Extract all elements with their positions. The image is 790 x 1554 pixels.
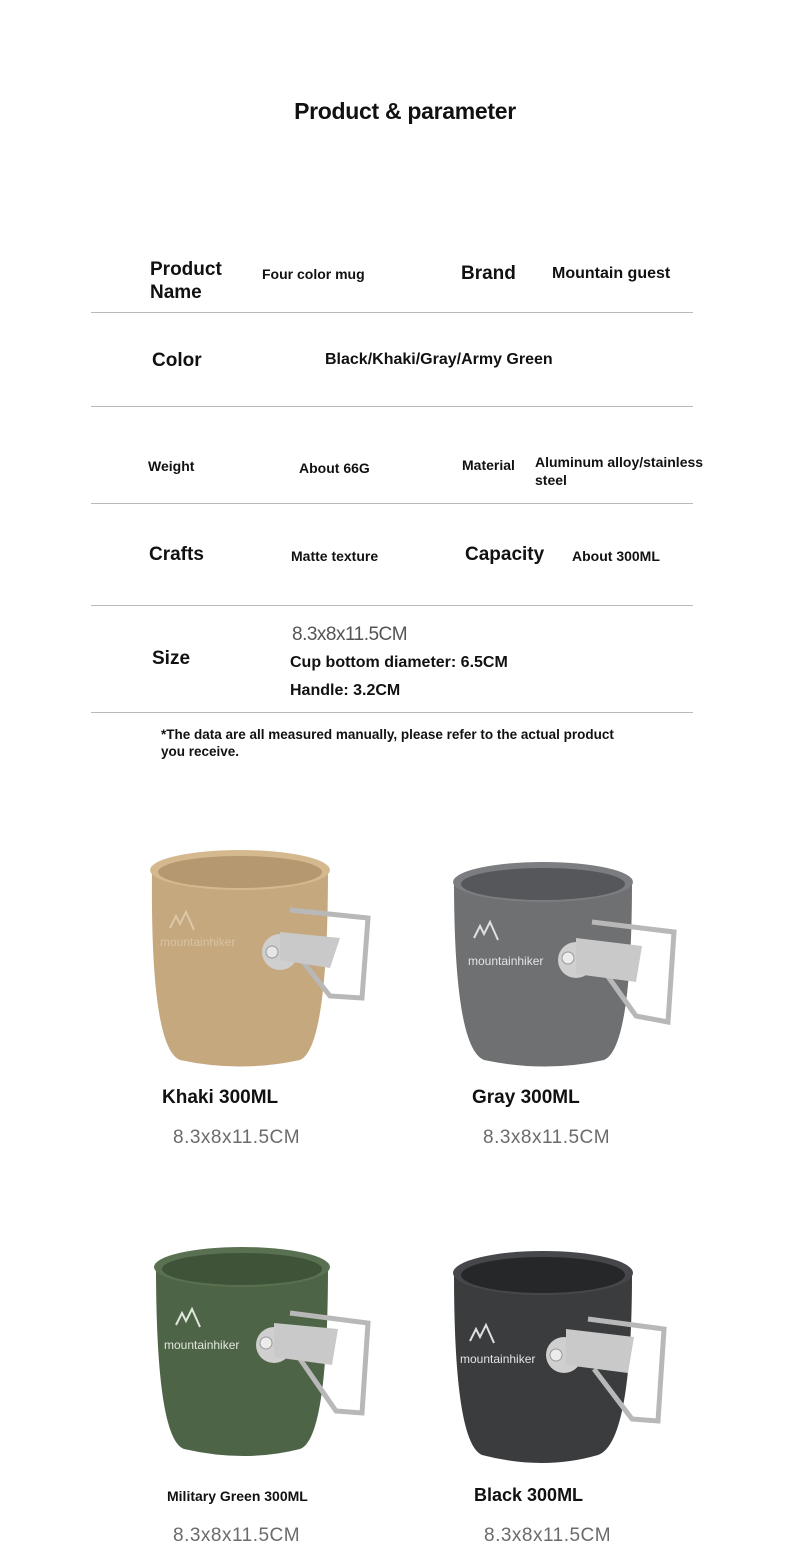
- size-handle: Handle: 3.2CM: [290, 682, 401, 699]
- product-caption-khaki: Khaki 300ML: [162, 1087, 279, 1108]
- product-name-label-line1: Product: [150, 259, 222, 280]
- measurement-note: [161, 726, 681, 760]
- divider: [91, 605, 693, 606]
- svg-text:mountainhiker: mountainhiker: [164, 1338, 240, 1352]
- svg-text:mountainhiker: mountainhiker: [460, 1352, 536, 1366]
- product-dims-gray: 8.3x8x11.5CM: [483, 1127, 611, 1148]
- product-dims-khaki: 8.3x8x11.5CM: [173, 1127, 301, 1148]
- black-mug-image: [448, 1243, 678, 1473]
- color-value: Black/Khaki/Gray/Army Green: [325, 351, 553, 368]
- capacity-value: About 300ML: [572, 548, 660, 564]
- product-dims-military-green: 8.3x8x11.5CM: [173, 1525, 301, 1546]
- brand-value: Mountain guest: [552, 265, 671, 282]
- size-bottom-diameter: Cup bottom diameter: 6.5CM: [290, 654, 508, 671]
- product-name-label-line2: Name: [150, 282, 202, 303]
- military-green-mug-image: [150, 1243, 380, 1463]
- divider: [91, 503, 693, 504]
- crafts-value: Matte texture: [291, 548, 379, 564]
- khaki-mug-image: [140, 848, 380, 1073]
- divider: [91, 406, 693, 407]
- material-value: [535, 453, 703, 489]
- product-caption-black: Black 300ML: [474, 1485, 584, 1505]
- note-line1: *The data are all measured manually, please refer to the actual product: [161, 727, 614, 742]
- material-label: Material: [462, 457, 515, 473]
- brand-label: Brand: [461, 263, 516, 284]
- size-label: Size: [152, 648, 191, 669]
- weight-value: About 66G: [299, 460, 370, 476]
- color-label: Color: [152, 350, 202, 371]
- product-name-label: [150, 258, 222, 304]
- weight-label: Weight: [148, 458, 195, 474]
- svg-text:mountainhiker: mountainhiker: [468, 954, 544, 968]
- material-value-line2: steel: [535, 472, 567, 488]
- divider: [91, 312, 693, 313]
- product-name-value: Four color mug: [262, 266, 365, 282]
- note-line2: you receive.: [161, 744, 240, 759]
- gray-mug-image: [446, 858, 686, 1073]
- size-value: 8.3x8x11.5CM: [292, 624, 408, 645]
- product-caption-gray: Gray 300ML: [472, 1087, 580, 1108]
- crafts-label: Crafts: [149, 544, 204, 565]
- capacity-label: Capacity: [465, 544, 545, 565]
- product-caption-military-green: Military Green 300ML: [167, 1488, 308, 1504]
- material-value-line1: Aluminum alloy/stainless: [535, 454, 704, 470]
- svg-text:mountainhiker: mountainhiker: [160, 935, 236, 949]
- product-dims-black: 8.3x8x11.5CM: [484, 1525, 612, 1546]
- divider: [91, 712, 693, 713]
- page-title: Product & parameter: [294, 98, 516, 124]
